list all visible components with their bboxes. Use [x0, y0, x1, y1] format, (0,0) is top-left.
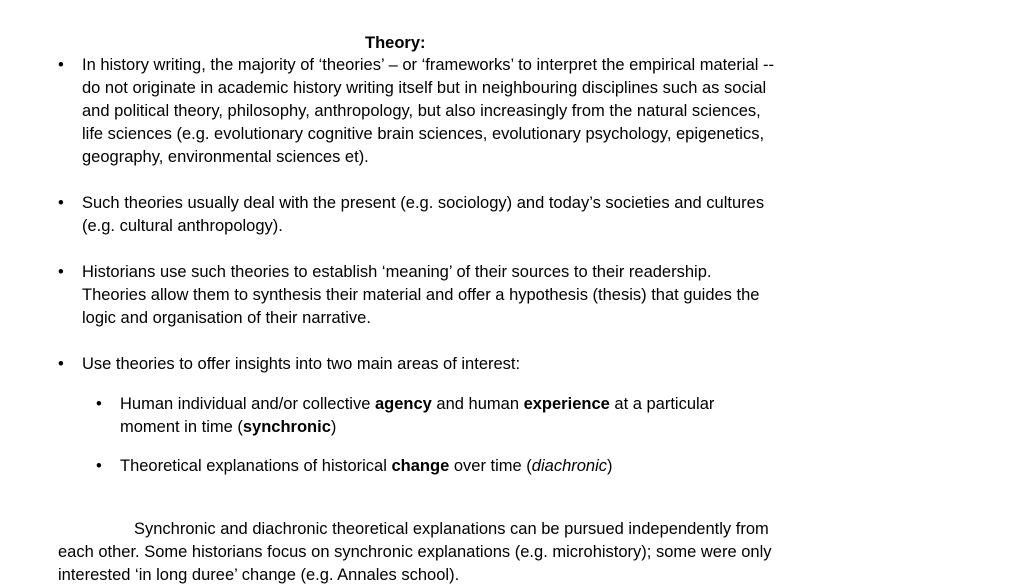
bullet-text: In history writing, the majority of ‘theories’ – or ‘frameworks’ to interpret the empirical material -- do not originate in academic history writing itself but in neighbouring disciplines such as social and political theory, philosophy, anthropology, but also increasingly from the natural sciences, life sciences (e.g. evolutionary cognitive brain sciences, evolutionary psychology, epigenetics, geography, environmental sciences et). [82, 56, 775, 166]
sub-bullet-item [58, 393, 778, 439]
sub-bullet-text: Theoretical explanations of historical change over time (diachronic) [120, 457, 613, 475]
emphasis-agency: agency [374, 394, 432, 413]
emphasis-change: change [391, 457, 450, 475]
sub-bullet-item [58, 455, 778, 478]
bullet-item [58, 353, 778, 376]
emphasis-synchronic: synchronic [242, 417, 331, 436]
emphasis-experience: experience [523, 394, 610, 413]
emphasis-diachronic: diachronic [531, 457, 608, 475]
bullet-item [58, 54, 778, 169]
bullet-text: Historians use such theories to establish ‘meaning’ of their sources to their readership. Theories allow them to synthesis their material and offer a hypothesis (thesis) that guides the logic and organisation of their narrative. [82, 263, 760, 327]
slide-content [58, 54, 778, 587]
bullet-dot-icon: • [58, 56, 64, 74]
sub-bullet-text: Human individual and/or collective agency and human experience at a particular moment in time (synchronic) [120, 394, 715, 436]
bullet-dot-icon: • [58, 355, 64, 373]
bullet-text: Such theories usually deal with the present (e.g. sociology) and today’s societies and cultures (e.g. cultural anthropology). [82, 194, 765, 235]
slide-title: Theory: [365, 34, 426, 52]
bullet-item [58, 192, 778, 238]
bullet-dot-icon: • [58, 194, 64, 212]
bullet-item [58, 261, 778, 330]
closing-paragraph: Synchronic and diachronic theoretical explanations can be pursued independently from each other. Some historians focus on synchronic explanations (e.g. microhistory); some were only interested ‘in long duree’ change (e.g. Annales school). [58, 519, 772, 584]
bullet-dot-icon: • [96, 394, 102, 413]
bullet-text: Use theories to offer insights into two main areas of interest: [82, 355, 521, 373]
bullet-dot-icon: • [96, 457, 102, 475]
bullet-dot-icon: • [58, 263, 64, 281]
